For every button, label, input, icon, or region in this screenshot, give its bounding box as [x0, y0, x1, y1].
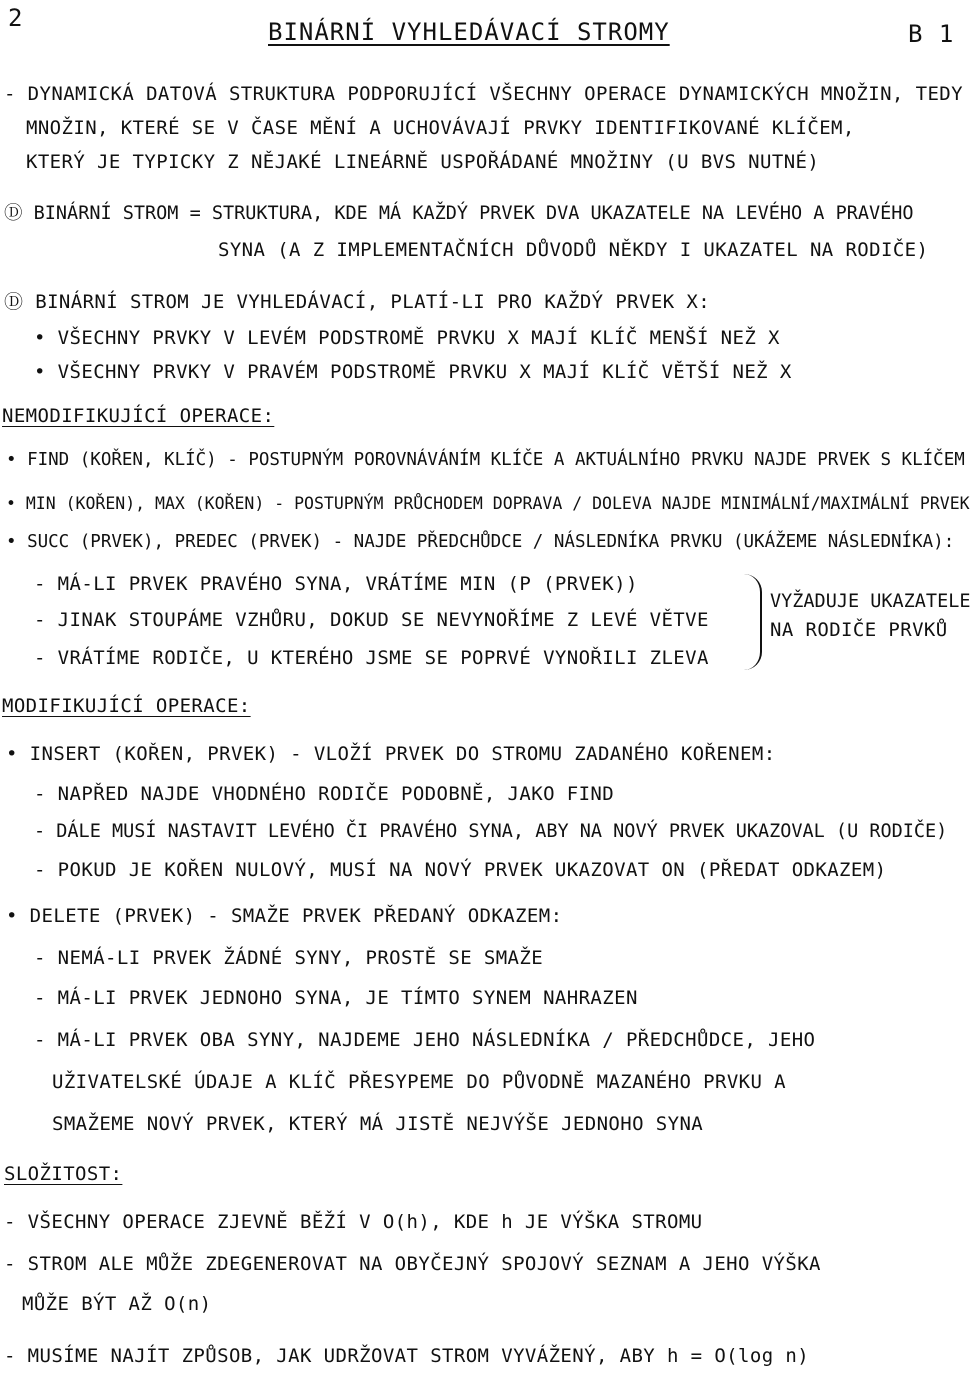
intro-line: - DYNAMICKÁ DATOVÁ STRUKTURA PODPORUJÍCÍ VŠECHNY OPERACE DYNAMICKÝCH MNOŽIN, TEDY: [4, 83, 963, 105]
insert-step: - DÁLE MUSÍ NASTAVIT LEVÉHO ČI PRAVÉHO SYNA, ABY NA NOVÝ PRVEK UKAZOVAL (U RODIČE): [34, 821, 948, 842]
succ-step: - JINAK STOUPÁME VZHŮRU, DOKUD SE NEVYNOŘÍME Z LEVÉ VĚTVE: [34, 609, 709, 631]
delete-step: - MÁ-LI PRVEK OBA SYNY, NAJDEME JEHO NÁSLEDNÍKA / PŘEDCHŮDCE, JEHO: [34, 1029, 816, 1051]
brace-mark: [738, 574, 762, 670]
delete-step: UŽIVATELSKÉ ÚDAJE A KLÍČ PŘESYPEME DO PŮVODNĚ MAZANÉHO PRVKU A: [52, 1071, 787, 1093]
page-title: BINÁRNÍ VYHLEDÁVACÍ STROMY: [268, 18, 670, 46]
complexity-line: - VŠECHNY OPERACE ZJEVNĚ BĚŽÍ V O(h), KDE h JE VÝŠKA STROMU: [4, 1211, 703, 1233]
side-note: VYŽADUJE UKAZATELE: [770, 591, 971, 612]
operation-insert: • INSERT (KOŘEN, PRVEK) - VLOŽÍ PRVEK DO STROMU ZADANÉHO KOŘENEM:: [6, 743, 776, 765]
bst-rule: • VŠECHNY PRVKY V PRAVÉM PODSTROMĚ PRVKU X MAJÍ KLÍČ VĚTŠÍ NEŽ X: [34, 361, 792, 383]
side-note: NA RODIČE PRVKŮ: [770, 619, 948, 641]
page-number: 2: [8, 4, 24, 32]
intro-line: MNOŽIN, KTERÉ SE V ČASE MĚNÍ A UCHOVÁVAJÍ PRVKY IDENTIFIKOVANÉ KLÍČEM,: [26, 117, 855, 139]
complexity-line: - STROM ALE MŮŽE ZDEGENEROVAT NA OBYČEJNÝ SPOJOVÝ SEZNAM A JEHO VÝŠKA: [4, 1253, 821, 1275]
insert-step: - POKUD JE KOŘEN NULOVÝ, MUSÍ NA NOVÝ PRVEK UKAZOVAT ON (PŘEDAT ODKAZEM): [34, 859, 887, 881]
insert-step: - NAPŘED NAJDE VHODNÉHO RODIČE PODOBNĚ, JAKO FIND: [34, 783, 615, 805]
definition-binary-tree: SYNA (A Z IMPLEMENTAČNÍCH DŮVODŮ NĚKDY I UKAZATEL NA RODIČE): [218, 239, 929, 261]
complexity-line: MŮŽE BÝT AŽ O(n): [22, 1293, 212, 1315]
definition-binary-tree: Ⓓ BINÁRNÍ STROM = STRUKTURA, KDE MÁ KAŽDÝ PRVEK DVA UKAZATELE NA LEVÉHO A PRAVÉHO: [4, 203, 914, 224]
succ-step: - MÁ-LI PRVEK PRAVÉHO SYNA, VRÁTÍME MIN (P (PRVEK)): [34, 573, 638, 595]
succ-step: - VRÁTÍME RODIČE, U KTERÉHO JSME SE POPRVÉ VYNOŘILI ZLEVA: [34, 647, 709, 669]
page-code: B 1: [908, 20, 955, 48]
delete-step: - NEMÁ-LI PRVEK ŽÁDNÉ SYNY, PROSTĚ SE SMAŽE: [34, 947, 544, 969]
bst-rule: • VŠECHNY PRVKY V LEVÉM PODSTROMĚ PRVKU X MAJÍ KLÍČ MENŠÍ NEŽ X: [34, 327, 780, 349]
delete-step: - MÁ-LI PRVEK JEDNOHO SYNA, JE TÍMTO SYNEM NAHRAZEN: [34, 987, 638, 1009]
delete-step: SMAŽEME NOVÝ PRVEK, KTERÝ MÁ JISTĚ NEJVÝŠE JEDNOHO SYNA: [52, 1113, 704, 1135]
definition-bst: Ⓓ BINÁRNÍ STROM JE VYHLEDÁVACÍ, PLATÍ-LI PRO KAŽDÝ PRVEK X:: [4, 291, 711, 313]
operation-delete: • DELETE (PRVEK) - SMAŽE PRVEK PŘEDANÝ ODKAZEM:: [6, 905, 563, 927]
section-heading-complexity: SLOŽITOST:: [4, 1163, 123, 1185]
operation-succ-predec: • SUCC (PRVEK), PREDEC (PRVEK) - NAJDE PŘEDCHŮDCE / NÁSLEDNÍKA PRVKU (UKÁŽEME NÁSLEDNÍKA):: [6, 532, 955, 552]
complexity-line: - MUSÍME NAJÍT ZPŮSOB, JAK UDRŽOVAT STROM VYVÁŽENÝ, ABY h = O(log n): [4, 1345, 810, 1367]
operation-find: • FIND (KOŘEN, KLÍČ) - POSTUPNÝM POROVNÁVÁNÍM KLÍČE A AKTUÁLNÍHO PRVKU NAJDE PRVEK S KLÍČEM: [6, 450, 965, 470]
intro-line: KTERÝ JE TYPICKY Z NĚJAKÉ LINEÁRNĚ USPOŘÁDANÉ MNOŽINY (U BVS NUTNÉ): [26, 151, 820, 173]
section-heading-modifying: MODIFIKUJÍCÍ OPERACE:: [2, 695, 251, 717]
operation-min-max: • MIN (KOŘEN), MAX (KOŘEN) - POSTUPNÝM PRŮCHODEM DOPRAVA / DOLEVA NAJDE MINIMÁLNÍ/MAXIMÁLNÍ PRVEK: [6, 494, 970, 513]
section-heading-nonmodifying: NEMODIFIKUJÍCÍ OPERACE:: [2, 405, 275, 427]
